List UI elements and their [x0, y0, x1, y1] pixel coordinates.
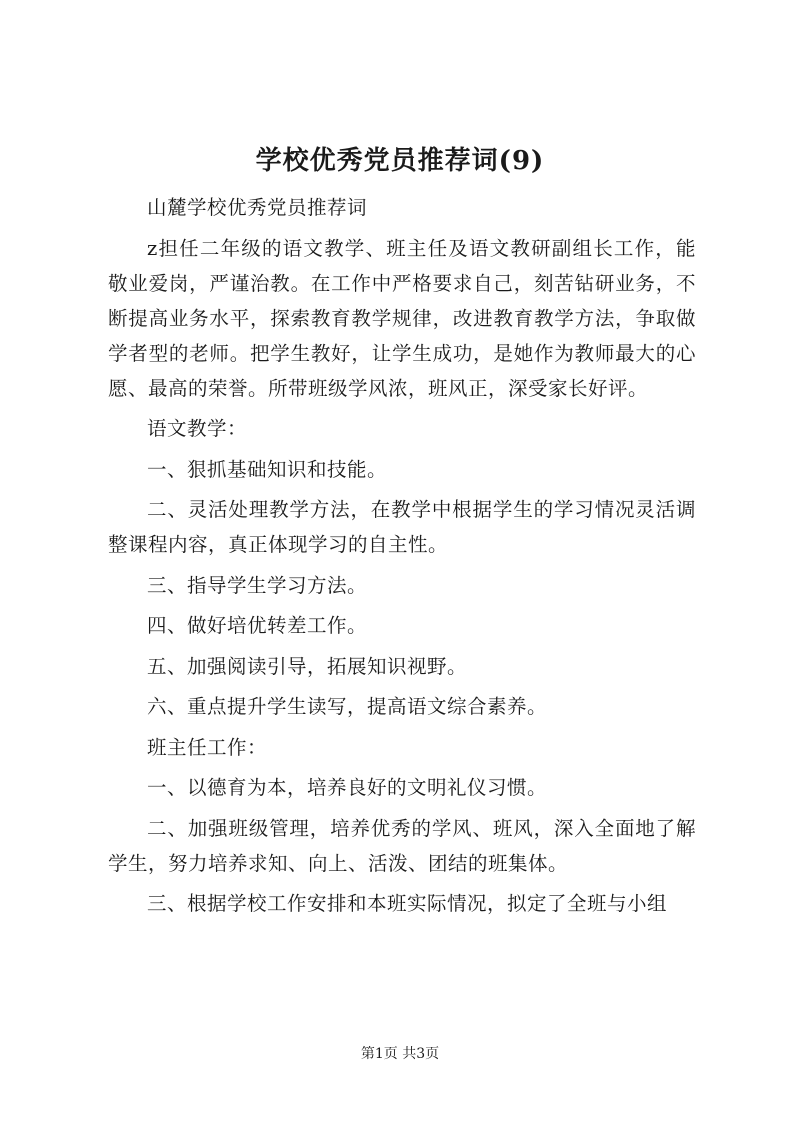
- paragraph-intro: z担任二年级的语文教学、班主任及语文教研副组长工作，能敬业爱岗，严谨治教。在工作中严格要求自己，刻苦钻研业务，不断提高业务水平，探索教育教学规律，改进教育教学方法，争取做学者型的老师。把学生教好，让学生成功，是她作为教师最大的心愿、最高的荣誉。所带班级学风浓，班风正，深受家长好评。: [108, 236, 696, 400]
- list-item: 五、加强阅读引导，拓展知识视野。: [147, 654, 468, 678]
- list-item: 一、狠抓基础知识和技能。: [147, 457, 388, 481]
- list-item: 三、指导学生学习方法。: [147, 573, 368, 597]
- list-item: 二、加强班级管理，培养优秀的学风、班风，深入全面地了解学生，努力培养求知、向上、活泼、团结的班集体。: [108, 816, 696, 875]
- section-heading-class-teacher: 班主任工作：: [147, 735, 268, 759]
- document-title: 学校优秀党员推荐词(9): [255, 146, 545, 176]
- paragraph-heading: 山麓学校优秀党员推荐词: [147, 196, 368, 219]
- page-number: 第1页 共3页: [360, 1046, 440, 1062]
- document-body: [108, 190, 696, 927]
- list-item: 二、灵活处理教学方法，在教学中根据学生的学习情况灵活调整课程内容，真正体现学习的自主性。: [108, 498, 696, 556]
- list-item: 四、做好培优转差工作。: [147, 614, 368, 637]
- section-heading-chinese-teaching: 语文教学：: [147, 417, 248, 440]
- list-item: 三、根据学校工作安排和本班实际情况，拟定了全班与小组: [147, 892, 668, 915]
- list-item: 一、以德育为本，培养良好的文明礼仪习惯。: [147, 776, 548, 799]
- list-item: 六、重点提升学生读写，提高语文综合素养。: [147, 695, 548, 718]
